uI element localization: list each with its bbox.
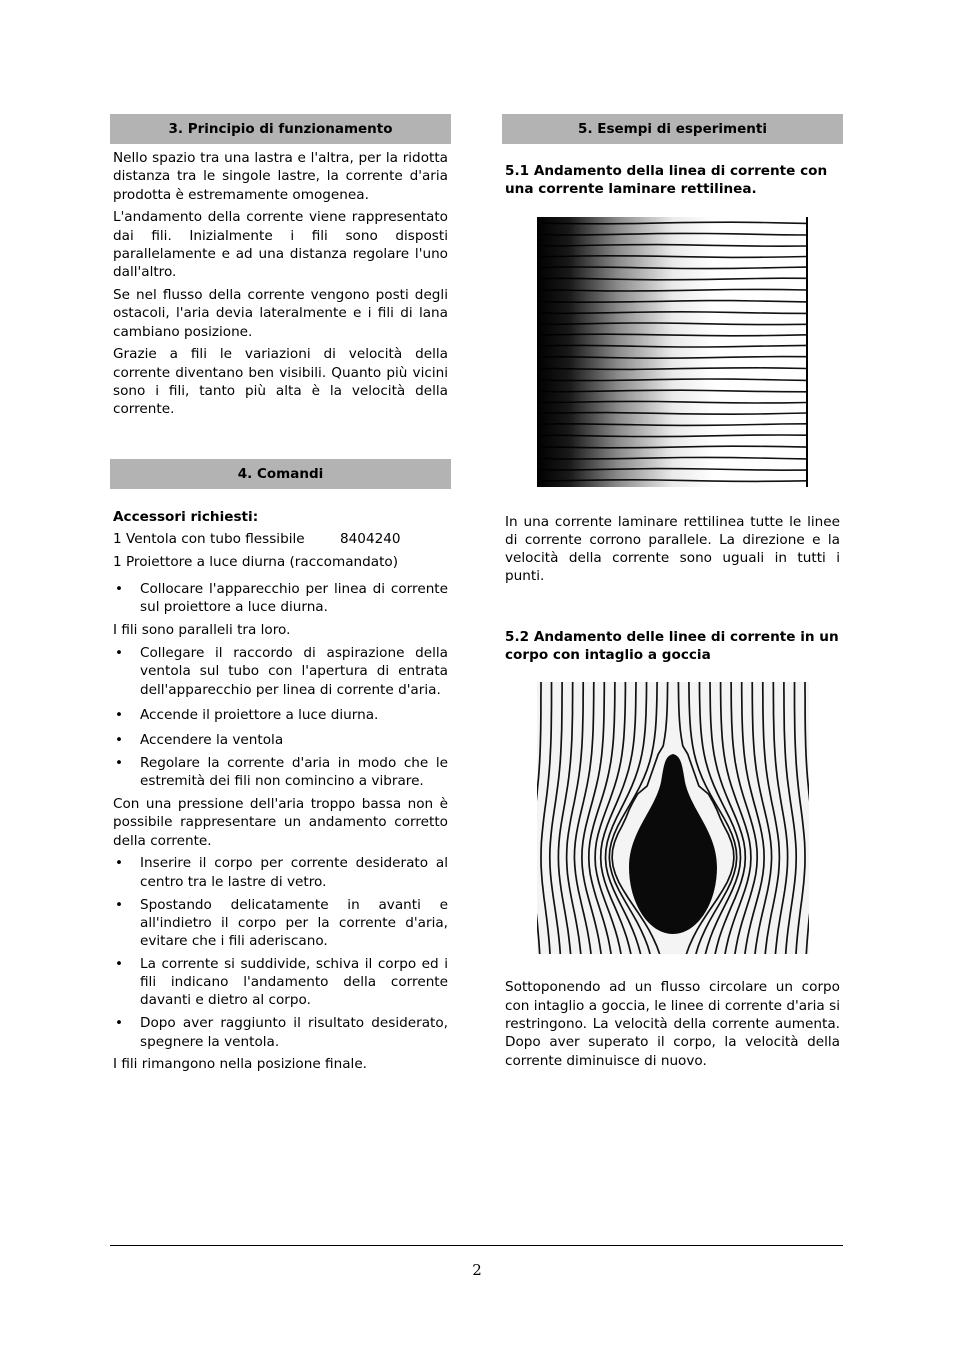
instruction-item: • Accende il proiettore a luce diurna. — [113, 706, 448, 724]
accessories-title: Accessori richiesti: — [113, 508, 259, 525]
instruction-item: • Regolare la corrente d'aria in modo che le estremità dei fili non comincino a vibrare. — [113, 754, 448, 791]
section-3-paragraph: Se nel flusso della corrente vengono posti degli ostacoli, l'aria devia lateralmente e i fili di lana cambiano posizione. — [113, 287, 448, 340]
instruction-note: I fili rimangono nella posizione finale. — [113, 1056, 368, 1073]
section-3-header: 3. Principio di funzionamento — [110, 114, 451, 144]
instruction-note: Con una pressione dell'aria troppo bassa non è possibile rappresentare un andamento corretto della corrente. — [113, 796, 448, 849]
instruction-list — [113, 644, 448, 791]
footer-divider — [110, 1245, 843, 1246]
instruction-item: • Collocare l'apparecchio per linea di corrente sul proiettore a luce diurna. — [113, 580, 448, 617]
section-3-paragraph: Nello spazio tra una lastra e l'altra, per la ridotta distanza tra le singole lastre, la corrente d'aria prodotta è estremamente omogenea. — [113, 150, 448, 203]
accessory-name: 1 Ventola con tubo flessibile — [113, 530, 305, 547]
section-3-paragraph: L'andamento della corrente viene rappresentato dai fili. Inizialmente i fili sono disposti parallelamente e ad una distanza regolare l'uno dall'altro. — [113, 209, 448, 281]
subsection-5-2-text: Sottoponendo ad un flusso circolare un corpo con intaglio a goccia, le linee di corrente d'aria si restringono. La velocità della corrente aumenta. Dopo aver superato il corpo, la velocità della corrente diminuisce di nuovo. — [505, 979, 840, 1069]
section-3-paragraph: Grazie a fili le variazioni di velocità della corrente diventano ben visibili. Quanto più vicini sono i fili, tanto più alta è la velocità della corrente. — [113, 346, 448, 418]
page-number: 2 — [472, 1261, 482, 1279]
subsection-5-1-title: 5.1 Andamento della linea di corrente con una corrente laminare rettilinea. — [505, 163, 828, 198]
instruction-item: • Accendere la ventola — [113, 731, 448, 749]
accessory-row: 1 Proiettore a luce diurna (raccomandato) — [113, 553, 399, 570]
accessory-row — [113, 530, 448, 548]
right-column — [502, 114, 843, 1074]
laminar-flow-photo — [537, 217, 809, 487]
section-4-header: 4. Comandi — [110, 459, 451, 489]
instruction-item: • La corrente si suddivide, schiva il corpo ed i fili indicano l'andamento della corrente davanti e dietro al corpo. — [113, 955, 448, 1010]
subsection-5-2-title: 5.2 Andamento delle linee di corrente in un corpo con intaglio a goccia — [505, 628, 839, 664]
instruction-item: • Spostando delicatamente in avanti e all'indietro il corpo per la corrente d'aria, evitare che i fili aderiscano. — [113, 896, 448, 951]
section-5-header: 5. Esempi di esperimenti — [502, 114, 843, 144]
instruction-note: I fili sono paralleli tra loro. — [113, 622, 291, 639]
instruction-item: • Collegare il raccordo di aspirazione della ventola sul tubo con l'apertura di entrata dell'apparecchio per linea di corrente d'aria. — [113, 644, 448, 699]
instruction-item: • Dopo aver raggiunto il risultato desiderato, spegnere la ventola. — [113, 1014, 448, 1051]
instruction-item: • Inserire il corpo per corrente desiderato al centro tra le lastre di vetro. — [113, 854, 448, 891]
subsection-5-1-text: In una corrente laminare rettilinea tutte le linee di corrente corrono parallele. La direzione e la velocità della corrente sono uguali in tutti i punti. — [505, 513, 840, 585]
left-column — [110, 114, 451, 1078]
teardrop-flow-photo — [537, 682, 809, 954]
instruction-list — [113, 580, 448, 617]
accessory-code: 8404240 — [340, 530, 401, 547]
instruction-list — [113, 854, 448, 1050]
